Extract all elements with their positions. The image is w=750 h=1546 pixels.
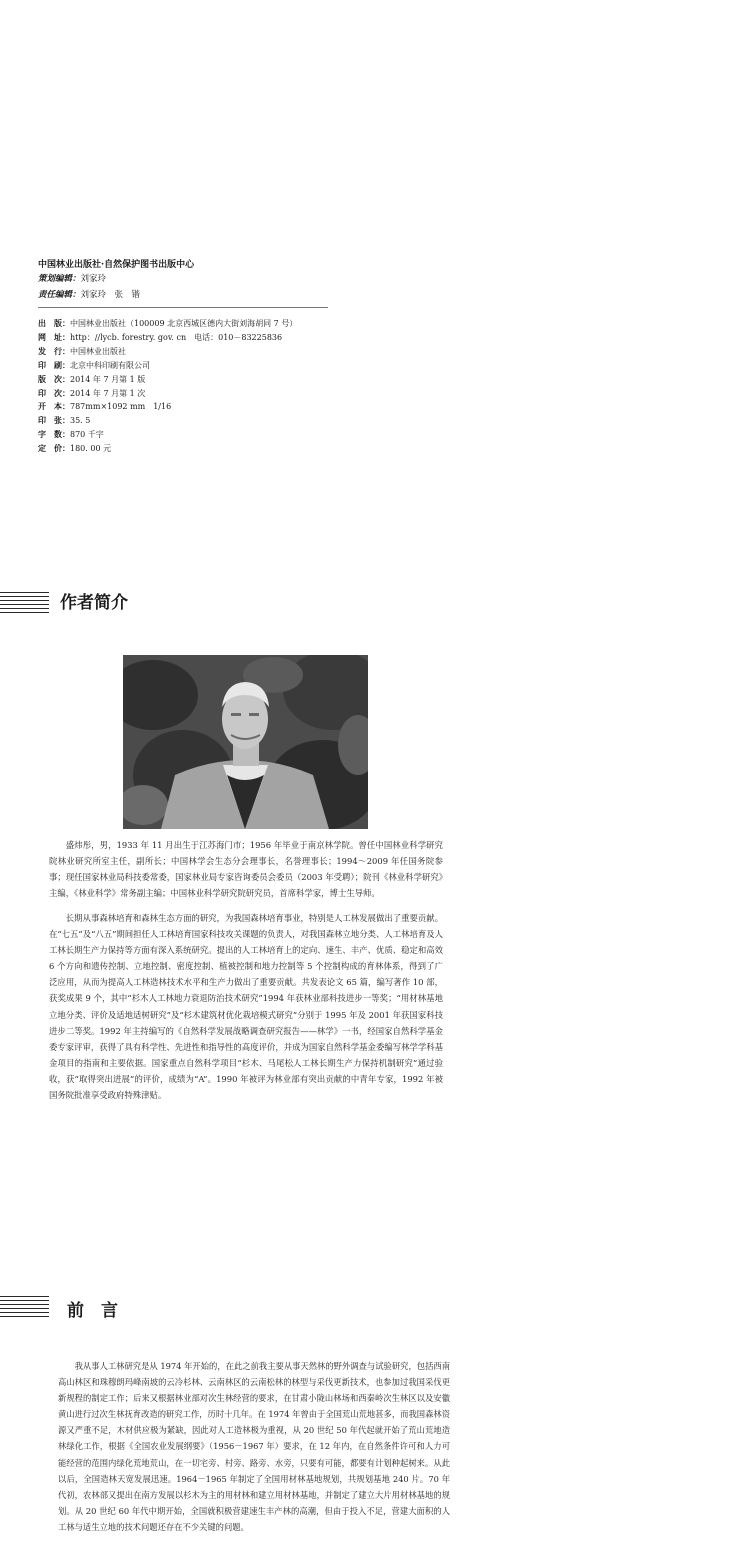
colophon-row xyxy=(38,387,338,401)
colophon-label: 印 次： xyxy=(38,387,70,398)
colophon-value: 870 千字 xyxy=(70,430,104,440)
author-intro-title: 作者简介 xyxy=(60,593,128,613)
colophon-list xyxy=(38,317,338,456)
planning-editor-label: 策划编辑： xyxy=(38,274,81,284)
publisher-dept: 中国林业出版社·自然保护图书出版中心 xyxy=(38,260,195,270)
colophon-label: 开 本： xyxy=(38,401,70,412)
colophon-label: 印 张： xyxy=(38,415,70,426)
colophon-value: 35. 5 xyxy=(70,416,91,426)
colophon-label: 网 址： xyxy=(38,331,70,342)
colophon-value: 中国林业出版社 xyxy=(70,346,126,356)
responsible-editor xyxy=(38,289,338,302)
colophon-value: 787mm×1092 mm 1/16 xyxy=(70,402,172,412)
colophon-row xyxy=(38,400,338,414)
responsible-editor-value: 刘家玲 张 锴 xyxy=(80,290,141,300)
colophon-divider xyxy=(38,307,328,308)
colophon-label: 版 次： xyxy=(38,373,70,384)
section-stripes-decoration xyxy=(0,1296,49,1320)
colophon-label: 字 数： xyxy=(38,429,70,440)
preface-paragraph: 我从事人工林研究是从 1974 年开始的，在此之前我主要从事天然林的野外调查与试验研究，包括西南高山林区和珠穆朗玛峰南坡的云冷杉林、云南林区的云南松林的林型与采伐更新技术，也参加过我国采伐更新规程的制定工作；后来又根据林业部对次生林经营的要求，在甘肃小陇山林场和西秦岭次生林区以及安徽黄山进行过次生林抚育改造的研究工作，历时十几年。在 1974 年曾由于全国荒山荒地甚多，而我国森林资源又严重不足，木材供应极为紧缺，因此对人工造林极为重视，从 20 世纪 50 年代起就开始了荒山荒地造林绿化工作，根据《全国农业发展纲要》（1956－1967 年）要求，在 12 年内，在自然条件许可和人力可能经营的范围内绿化荒地荒山，在一切宅旁、村旁、路旁、水旁，只要有可能，都要有计划种起树来。从此以后，全国造林天宽发展迅速。1964－1965 年制定了全国用材林基地规划，共规划基地 240 片。70 年代初，农林部又提出在南方发展以杉木为主的用材林和建立用材林基地，并制定了建立大片用材林基地的规划。从 20 世纪 60 年代中期开始，全国就积极营建速生丰产林的高潮，但由于投入不足，营建大面积的人工林与适生立地的技术问题还存在不少关键的问题。 xyxy=(58,1361,450,1532)
colophon-value: 2014 年 7 月第 1 版 xyxy=(70,374,146,384)
responsible-editor-label: 责任编辑： xyxy=(38,290,81,300)
colophon-value: 北京中科印刷有限公司 xyxy=(70,360,150,370)
author-bio-paragraph-1: 盛炜彤，男，1933 年 11 月出生于江苏海门市；1956 年毕业于南京林学院。曾任中国林业科学研究院林业研究所室主任，副所长；中国林学会生态分会理事长，名誉理事长；1994～2009 年任国务院参事；现任国家林业局科技委常委，国家林业局专家咨询委员会委员（2003 年受聘）；院刊《林业科学研究》主编，《林业科学》常务副主编；中国林业科学研究院研究员，首席科学家，博士生导师。 xyxy=(49,840,443,899)
colophon-label: 定 价： xyxy=(38,443,70,454)
planning-editor-value: 刘家玲 xyxy=(80,274,107,284)
colophon-row xyxy=(38,317,338,331)
colophon-label: 印 刷： xyxy=(38,359,70,370)
author-photo xyxy=(123,655,368,829)
colophon-row xyxy=(38,345,338,359)
colophon-row xyxy=(38,414,338,428)
section-stripes-decoration xyxy=(0,592,49,616)
preface-title: 前 言 xyxy=(67,1301,118,1321)
colophon-row xyxy=(38,331,338,345)
colophon-value: 中国林业出版社（100009 北京西城区德内大街刘海胡同 7 号） xyxy=(70,319,298,328)
colophon-row xyxy=(38,428,338,442)
colophon-value: http：//lycb. forestry. gov. cn 电话：010－83225836 xyxy=(70,332,283,342)
colophon-value: 180. 00 元 xyxy=(70,444,112,454)
colophon-label: 发 行： xyxy=(38,345,70,356)
author-bio-paragraph-2: 长期从事森林培育和森林生态方面的研究，为我国森林培育事业，特别是人工林发展做出了重要贡献。在“七五”及“八五”期间担任人工林培育国家科技攻关课题的负责人，对我国森林立地分类、人工林培育及人工林长期生产力保持等方面有深入系统研究。提出的人工林培育上的定向、速生、丰产、优质、稳定和高效 6 个方向和遗传控制、立地控制、密度控制、植被控制和地力控制等 5 个控制构成的育林体系，得到了广泛应用，从而为提高人工林造林技术水平和生产力做出了重要贡献。共发表论文 65 篇，编写著作 10 部，获奖成果 9 个，其中“杉木人工林地力衰退防治技术研究”1994 年获林业部科技进步一等奖；“用材林基地立地分类、评价及适地适树研究”及“杉木建筑材优化栽培模式研究”分别于 1995 年及 2001 年获国家科技进步二等奖。1992 年主持编写的《自然科学发展战略调查研究报告——林学》一书，经国家自然科学基金委专家评审，获得了具有科学性、先进性和指导性的高度评价，并成为国家自然科学基金委编写林学学科基金项目的指南和主要依据。国家重点自然科学项目“杉木、马尾松人工林长期生产力保持机制研究”通过验收，获“取得突出进展”的评价，成绩为“A”。1990 年被评为林业部有突出贡献的中青年专家，1992 年被国务院批准享受政府特殊津贴。 xyxy=(49,913,443,1101)
colophon-row xyxy=(38,359,338,373)
colophon-value: 2014 年 7 月第 1 次 xyxy=(70,388,146,398)
colophon-row xyxy=(38,442,338,456)
planning-editor xyxy=(38,273,338,286)
colophon-label: 出 版： xyxy=(38,318,70,328)
colophon-row xyxy=(38,373,338,387)
